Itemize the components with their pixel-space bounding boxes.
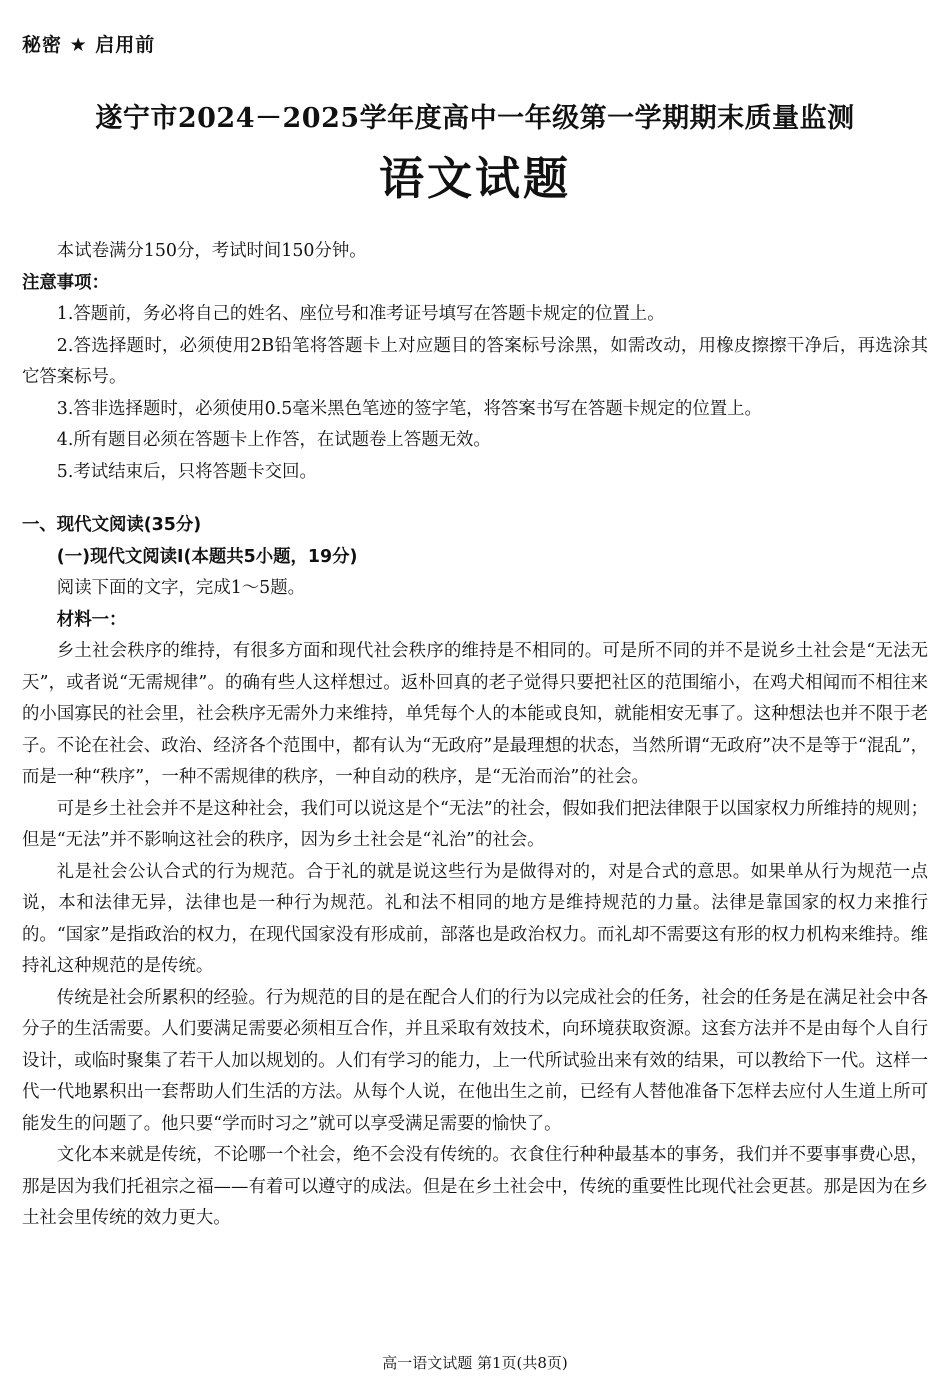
notice-item: 1.答题前，务必将自己的姓名、座位号和准考证号填写在答题卡规定的位置上。: [56, 304, 665, 324]
material-label: 材料一：: [56, 609, 127, 630]
notice-item: 4.所有题目必须在答题卡上作答，在试题卷上答题无效。: [56, 430, 491, 450]
intro-text: 本试卷满分150分，考试时间150分钟。: [56, 241, 367, 261]
reading-paragraph: 文化本来就是传统，不论哪一个社会，绝不会没有传统的。衣食住行种种最基本的事务，我们并不要事事费心思，那是因为我们托祖宗之福——有着可以遵守的成法。但是在乡土社会中，传统的重要性比现代社会更甚。那是因为在乡土社会里传统的效力更大。: [22, 1145, 928, 1228]
reading-paragraph: 礼是社会公认合式的行为规范。合于礼的就是说这些行为是做得对的，对是合式的意思。如果单从行为规范一点说，本和法律无异，法律也是一种行为规范。礼和法不相同的地方是维持规范的力量。法律是靠国家的权力来推行的。“国家”是指政治的权力，在现代国家没有形成前，部落也是政治权力。而礼却不需要这有形的权力机构来维持。维持礼这种规范的是传统。: [22, 861, 928, 976]
exam-title: 遂宁市2024－2025学年度高中一年级第一学期期末质量监测: [95, 103, 855, 134]
exam-body: [22, 236, 928, 1235]
section-heading: 一、现代文阅读(35分): [22, 515, 202, 535]
notice-heading: 注意事项：: [22, 272, 109, 293]
notice-item: 2.答选择题时，必须使用2B铅笔将答题卡上对应题目的答案标号涂黑，如需改动，用橡皮擦擦干净后，再选涂其它答案标号。: [22, 335, 928, 387]
subject-title: 语文试题: [378, 152, 571, 205]
notice-item: 3.答非选择题时，必须使用0.5毫米黑色笔迹的签字笔，将答案书写在答题卡规定的位置上。: [56, 398, 762, 419]
reading-paragraph: 乡土社会秩序的维持，有很多方面和现代社会秩序的维持是不相同的。可是所不同的并不是说乡土社会是“无法无天”，或者说“无需规律”。的确有些人这样想过。返朴回真的老子觉得只要把社区的范围缩小，在鸡犬相闻而不相往来的小国寡民的社会里，社会秩序无需外力来维持，单凭每个人的本能或良知，就能相安无事了。这种想法也并不限于老子。不论在社会、政治、经济各个范围中，都有认为“无政府”是最理想的状态，当然所谓“无政府”决不是等于“混乱”，而是一种“秩序”，一种不需规律的秩序，一种自动的秩序，是“无治而治”的社会。: [22, 641, 928, 787]
reading-paragraph: 传统是社会所累积的经验。行为规范的目的是在配合人们的行为以完成社会的任务，社会的任务是在满足社会中各分子的生活需要。人们要满足需要必须相互合作，并且采取有效技术，向环境获取资源。这套方法并不是由每个人自行设计，或临时聚集了若干人加以规划的。人们有学习的能力，上一代所试验出来有效的结果，可以教给下一代。这样一代一代地累积出一套帮助人们生活的方法。从每个人说，在他出生之前，已经有人替他准备下怎样去应付人生道上所可能发生的问题了。他只要“学而时习之”就可以享受满足需要的愉快了。: [22, 987, 928, 1134]
notice-item: 5.考试结束后，只将答题卡交回。: [56, 461, 317, 482]
sub-section-heading: (一)现代文阅读Ⅰ(本题共5小题，19分): [56, 546, 358, 567]
reading-instruction: 阅读下面的文字，完成1～5题。: [56, 578, 306, 598]
spacer: [22, 488, 928, 510]
secret-mark: 秘密 ★ 启用前: [22, 34, 156, 56]
page-footer: 高一语文试题 第1页(共8页): [382, 1354, 568, 1372]
reading-paragraph: 可是乡土社会并不是这种社会，我们可以说这是个“无法”的社会，假如我们把法律限于以国家权力所维持的规则；但是“无法”并不影响这社会的秩序，因为乡土社会是“礼治”的社会。: [22, 798, 928, 850]
